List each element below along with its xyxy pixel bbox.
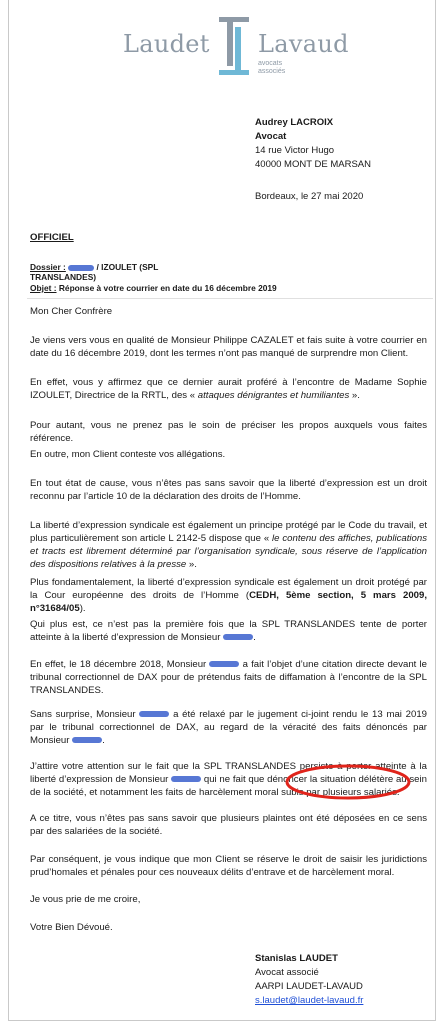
redaction-mark [72,737,102,743]
p10-text-2: a été relaxé par le jugement ci-joint rendu le 13 mai 2019 par le tribunal correctionnel de DAX, au regard de la véracité des faits dénoncés par Monsieur [30,709,427,746]
p2-quote: attaques dénigrantes et humiliantes [197,390,350,401]
p10-text: Sans surprise, Monsieur [30,709,140,720]
paragraph-6 [30,519,427,571]
signature-firm: AARPI LAUDET-LAVAUD [255,981,363,992]
logo-subtitle [258,60,285,76]
logo-sub-avocats: avocats [258,60,283,67]
paragraph-14: Je vous prie de me croire, [30,894,141,905]
signature-email-link[interactable]: s.laudet@laudet-lavaud.fr [255,995,364,1006]
p6-end: ». [186,559,197,570]
recipient-name: Audrey LACROIX [255,117,334,128]
p6-text: La liberté d’expression syndicale est également un principe protégé par le Code du travail, et plus particulièrement son article L 2142-5 dispose que « [30,520,427,544]
recipient-city: 40000 MONT DE MARSAN [255,159,371,170]
objet-line [30,283,330,293]
annotation-circle [283,762,413,802]
paragraph-9 [30,658,427,697]
paragraph-2 [30,376,427,402]
paragraph-15: Votre Bien Dévoué. [30,922,113,933]
p6-quote: le contenu des affiches, publications et tracts est librement déterminé par l’organisation syndicale, sous réserve de l’application des dispositions relatives à la presse [30,533,427,570]
redaction-mark [139,711,169,717]
paragraph-5: En tout état de cause, vous n’êtes pas sans savoir que la liberté d’expression est un droit reconnu par l’article 10 de la déclaration des droits de l’Homme. [30,478,427,502]
p7-text: Plus fondamentalement, la liberté d’expression syndicale est également un droit protégé par la Cour européenne des droits de l’Homme ( [30,577,427,601]
signature-name: Stanislas LAUDET [255,953,338,964]
paragraph-8 [30,618,427,644]
officiel-heading: OFFICIEL [30,232,74,243]
redaction-mark [223,634,253,640]
paragraph-13: Par conséquent, je vous indique que mon Client se réserve le droit de saisir les juridictions prud’homales et pénales pour ces nouveaux délits d’entrave et de harcèlement moral. [30,854,427,878]
logo-sub-associes: associés [258,68,286,75]
paragraph-7 [30,576,427,615]
p10-end: . [102,735,105,746]
dossier-value: / IZOULET (SPL TRANSLANDES) [30,262,159,282]
recipient-block [255,116,371,172]
p9-text-2: a fait l’objet d’une citation directe devant le tribunal correctionnel de DAX pour de prétendus faits de diffamation à l’encontre de la SPL TRANSLANDES. [30,659,427,696]
signature-role: Avocat associé [255,967,319,978]
logo-laudet: Laudet [123,30,210,58]
recipient-street: 14 rue Victor Hugo [255,145,335,156]
paragraph-1: Je viens vers vous en qualité de Monsieur Philippe CAZALET et fais suite à votre courrier en date du 16 décembre 2019, dont les termes n’ont pas manqué de surprendre mon Client. [30,335,427,359]
p7-end: ). [79,603,86,614]
divider [27,298,433,299]
p8-end: . [253,632,256,643]
dossier-line [30,262,220,282]
p11-text: J’attire votre attention sur le fait que la SPL TRANSLANDES persiste à porter atteinte à la liberté d’expression de Monsieur [30,761,427,785]
logo-lavaud: Lavaud [258,30,349,58]
p11-text-2: qui ne fait que dénoncer la situation délétère au sein de la société, et notamment les faits de harcèlement moral subis par plusieurs salariés. [30,774,427,798]
signature-block [255,952,363,1008]
p2-end: ». [349,390,360,401]
p8-text: Qui plus est, ce n’est pas la première fois que la SPL TRANSLANDES tente de porter atteinte à la liberté d’expression de Monsieur [30,619,427,643]
paragraph-4: En outre, mon Client conteste vos allégations. [30,449,226,460]
paragraph-3: Pour autant, vous ne prenez pas le soin de préciser les propos auxquels vous faites référence. [30,420,427,444]
letter-page [8,0,436,1021]
objet-label: Objet : [30,283,57,293]
paragraph-10 [30,708,427,747]
objet-value: Réponse à votre courrier en date du 16 décembre 2019 [58,283,277,293]
paragraph-12: A ce titre, vous n’êtes pas sans savoir que plusieurs plaintes ont été déposées en ce sens par des salariées de la société. [30,813,427,837]
logo-monogram-icon [213,15,255,77]
date-line: Bordeaux, le 27 mai 2020 [255,191,364,202]
salutation: Mon Cher Confrère [30,306,113,317]
redaction-mark [171,776,201,782]
p7-citation: CEDH, 5ème section, 5 mars 2009, n°31684/05 [30,590,427,614]
redaction-mark [68,265,94,271]
p9-text: En effet, le 18 décembre 2018, Monsieur [30,659,210,670]
p2-text: En effet, vous y affirmez que ce dernier aurait proféré à l’encontre de Madame Sophie IZOULET, Directrice de la RRTL, des « [30,377,427,401]
redaction-mark [209,661,239,667]
dossier-label: Dossier : [30,262,66,272]
recipient-title: Avocat [255,131,287,142]
